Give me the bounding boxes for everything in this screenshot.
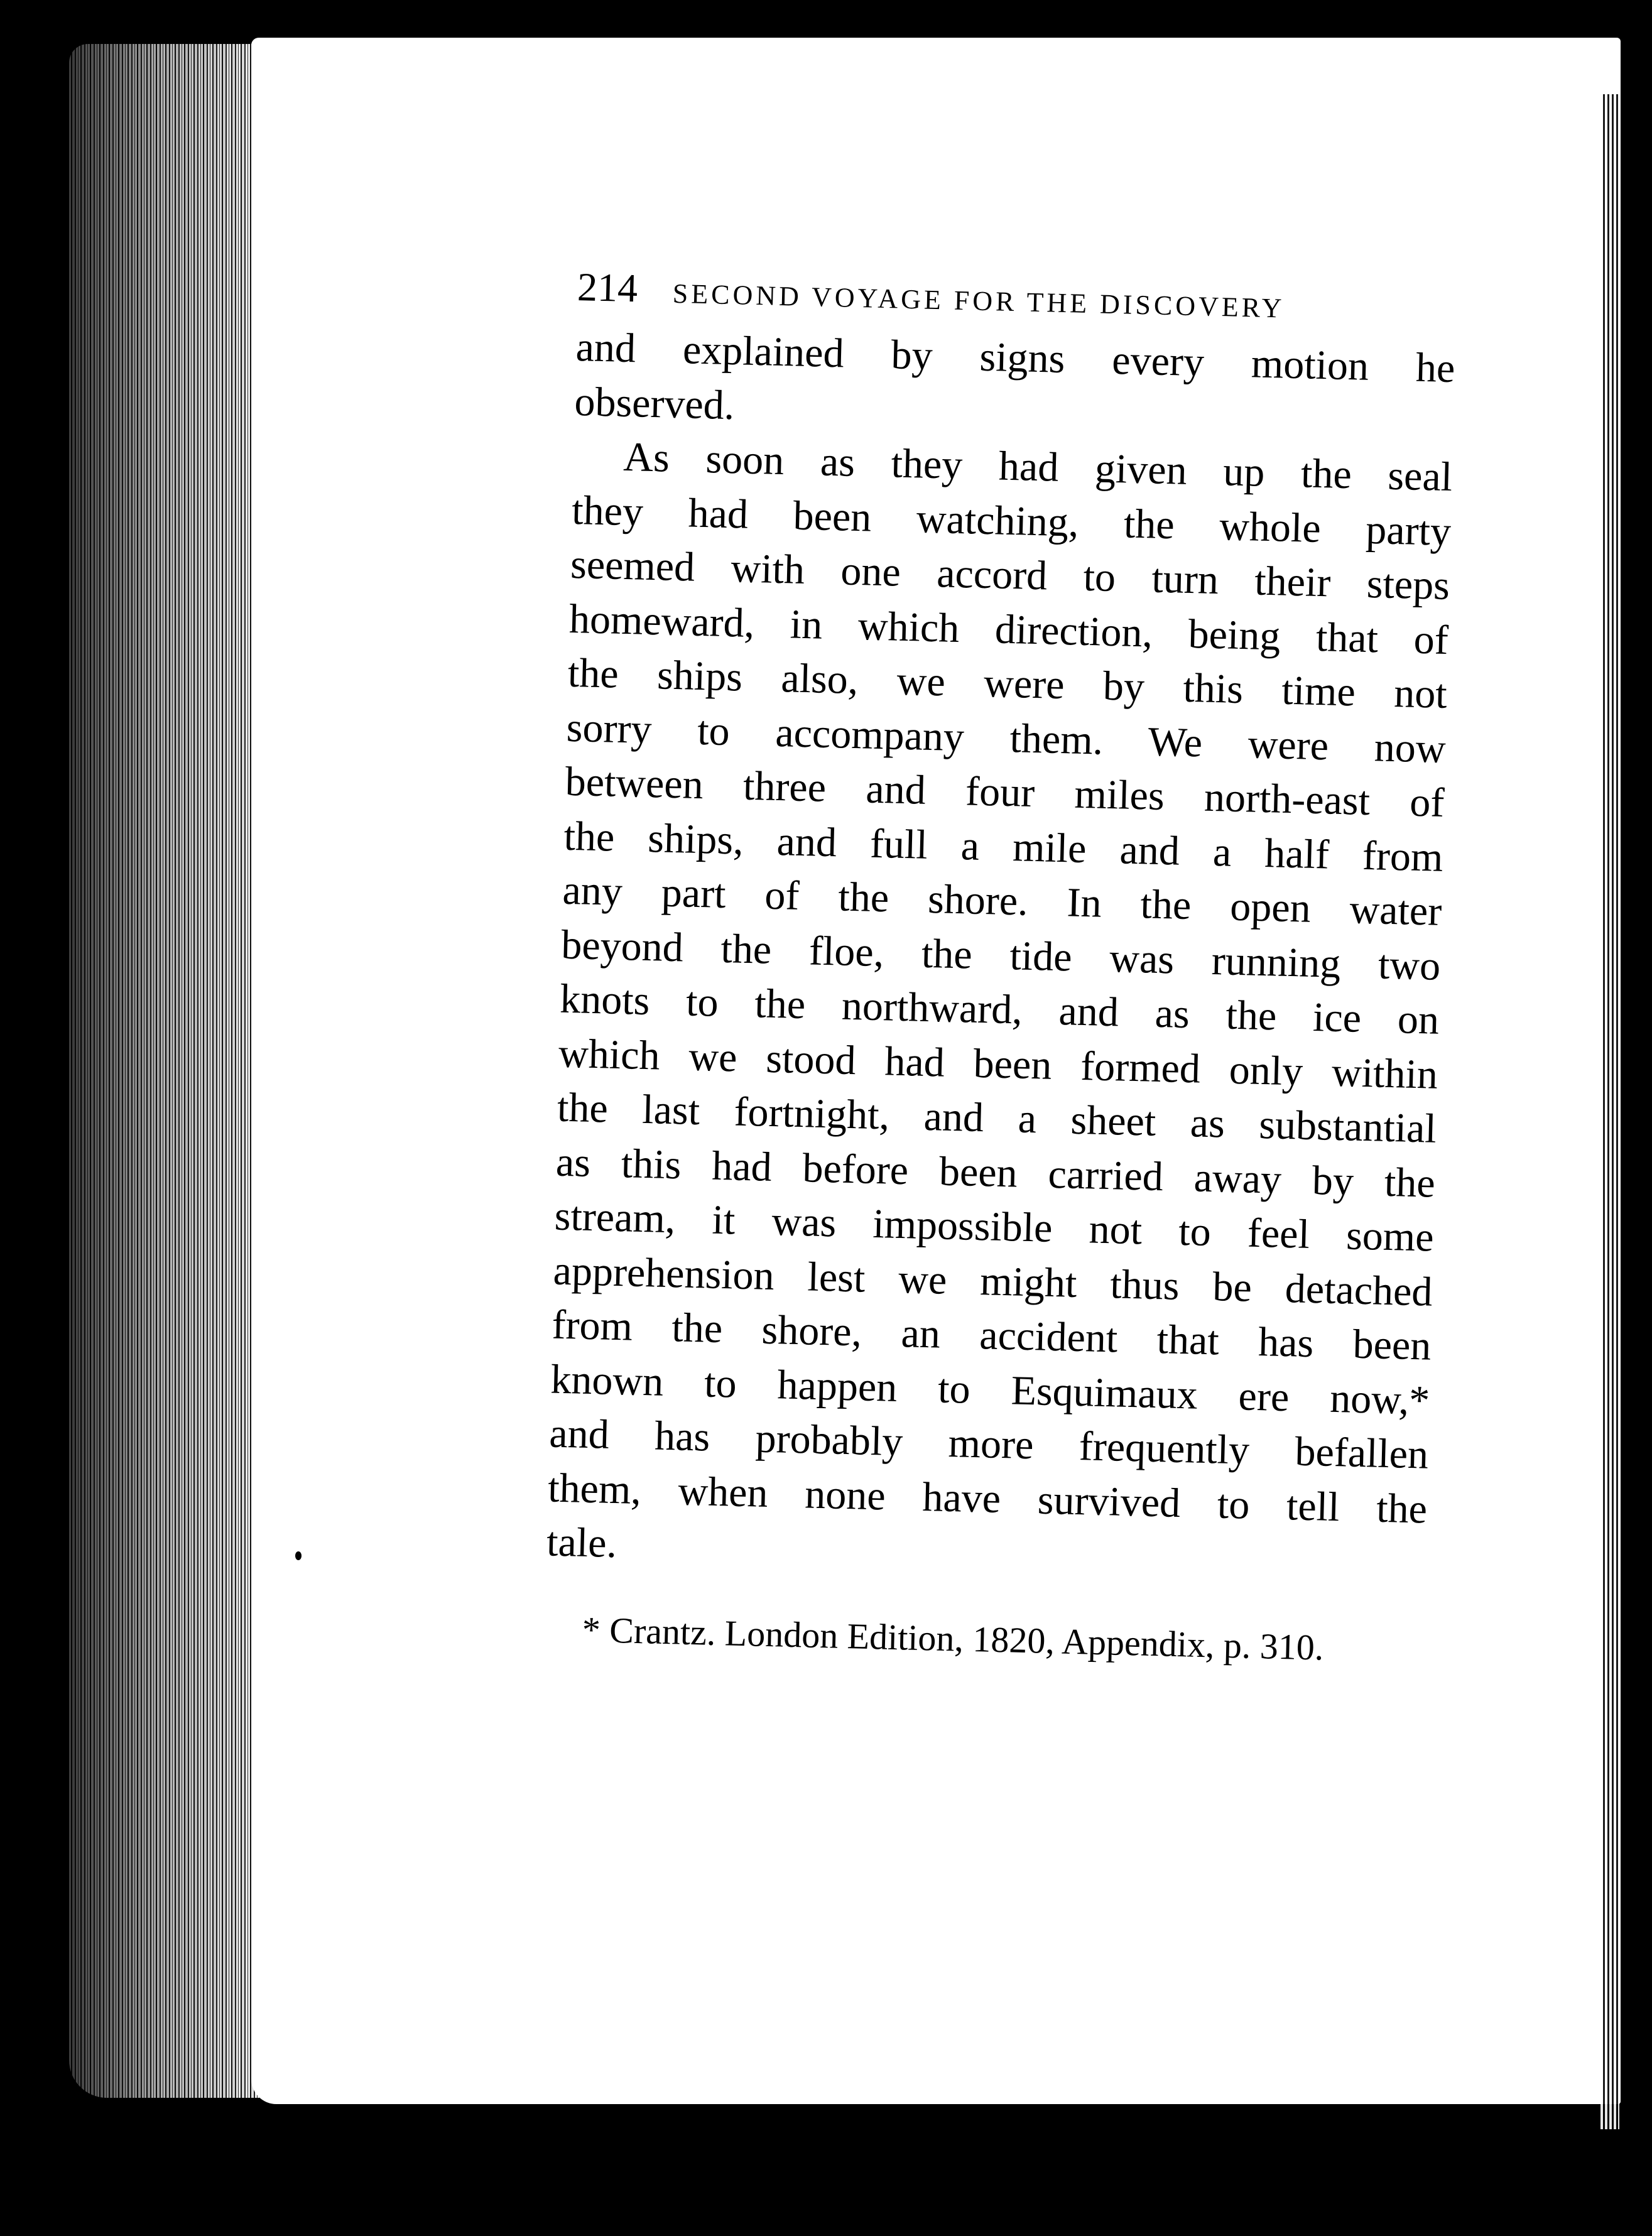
- text-line: them, when none have survived to tell the: [547, 1464, 1428, 1533]
- text-line: the ships also, we were by this time not: [567, 649, 1448, 717]
- text-line: they had been watching, the whole party: [571, 487, 1452, 555]
- page-text-block: [544, 264, 1488, 1671]
- facing-page-edge: [1600, 94, 1619, 2129]
- text-line: and explained by signs every motion he: [575, 323, 1456, 392]
- text-line: sorry to accompany them. We were now: [566, 704, 1447, 772]
- text-line: known to happen to Esquimaux ere now,*: [550, 1355, 1431, 1424]
- running-head-title: SECOND VOYAGE FOR THE DISCOVERY: [672, 278, 1286, 324]
- text-line: between three and four miles north-east of: [564, 758, 1445, 826]
- page-number: 214: [577, 264, 638, 311]
- text-line: seemed with one accord to turn their steps: [570, 541, 1450, 609]
- text-line: beyond the floe, the tide was running two: [560, 921, 1441, 989]
- text-line: homeward, in which direction, being that of: [568, 595, 1449, 663]
- text-line: as this had before been carried away by the: [555, 1139, 1436, 1207]
- text-line: any part of the shore. In the open water: [562, 867, 1443, 935]
- text-line: tale.: [546, 1519, 617, 1567]
- margin-speck: [295, 1551, 302, 1560]
- text-line: and has probably more frequently befallen: [548, 1410, 1429, 1478]
- text-line: the last fortnight, and a sheet as substantial: [557, 1084, 1437, 1152]
- margin-speck: [1624, 1734, 1629, 1739]
- text-line: knots to the northward, and as the ice on: [559, 975, 1440, 1043]
- text-line: observed.: [573, 378, 736, 428]
- text-line: stream, it was impossible not to feel some: [554, 1193, 1435, 1261]
- paragraph-first-line: As soon as they had given up the seal: [622, 433, 1454, 501]
- text-line: apprehension lest we might thus be detached: [552, 1247, 1433, 1315]
- text-line: the ships, and full a mile and a half from: [563, 813, 1444, 881]
- text-line: which we stood had been formed only within: [558, 1030, 1438, 1098]
- text-line: from the shore, an accident that has been: [551, 1301, 1432, 1369]
- footnote: * Crantz. London Edition, 1820, Appendix, p. 310.: [582, 1609, 1325, 1668]
